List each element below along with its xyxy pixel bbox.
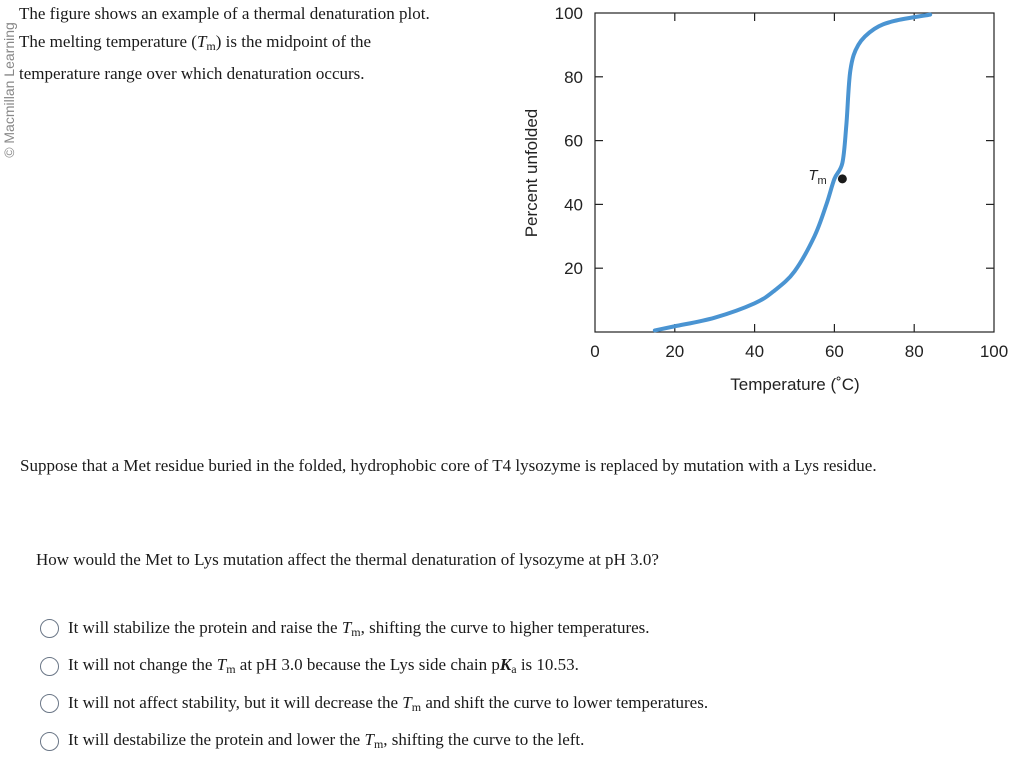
answer-option-destabilize[interactable] (40, 723, 708, 761)
y-tick-label: 20 (564, 259, 583, 279)
radio-button[interactable] (40, 732, 59, 751)
answer-option-label: It will not affect stability, but it will decrease the $T_m$ and shift the curve to lower temperatures. (68, 692, 709, 714)
answer-option-decrease-tm[interactable] (40, 685, 708, 723)
answer-options (40, 610, 708, 760)
intro-line-3: temperature range over which denaturation occurs. (19, 64, 365, 83)
y-tick-label: 80 (564, 67, 583, 87)
intro-line-1: The figure shows an example of a thermal denaturation plot. (19, 4, 430, 23)
chart-axes (595, 13, 994, 332)
y-axis-label: Percent unfolded (522, 108, 541, 238)
question-text: How would the Met to Lys mutation affect the thermal denaturation of lysozyme at pH 3.0? (36, 550, 659, 569)
denaturation-curve (655, 15, 930, 331)
radio-button[interactable] (40, 694, 59, 713)
x-tick-label: 0 (590, 342, 600, 361)
plot-frame (595, 13, 994, 332)
answer-option-no-change[interactable] (40, 648, 708, 686)
x-tick-label: 40 (745, 342, 765, 361)
x-tick-label: 100 (979, 342, 1009, 361)
x-tick-label: 60 (824, 342, 844, 361)
chart-ticks (555, 4, 1009, 361)
radio-button[interactable] (40, 619, 59, 638)
copyright-watermark: © Macmillan Learning (1, 22, 17, 158)
answer-option-stabilize[interactable] (40, 610, 708, 648)
answer-option-label: It will not change the $T_m$ at pH 3.0 because the Lys side chain $pK_a$ is 10.53. (68, 655, 579, 677)
y-tick-label: 100 (554, 4, 583, 23)
x-tick-label: 20 (665, 342, 685, 361)
tm-point-marker (838, 174, 847, 183)
answer-option-label: It will stabilize the protein and raise the $T_m$, shifting the curve to higher temperatures. (68, 617, 650, 639)
x-tick-label: 80 (904, 342, 924, 361)
scenario-text: Suppose that a Met residue buried in the folded, hydrophobic core of T4 lysozyme is replaced by mutation with a Lys residue. (20, 456, 877, 475)
y-tick-label: 60 (564, 131, 583, 151)
answer-option-label: It will destabilize the protein and lower the $T_m$, shifting the curve to the left. (68, 730, 585, 752)
y-tick-label: 40 (564, 195, 583, 215)
x-axis-label: Temperature (˚C) (730, 375, 860, 394)
intro-line-2: The melting temperature $(T_m)$ is the midpoint of the (19, 32, 372, 53)
radio-button[interactable] (40, 657, 59, 676)
tm-label: $T_m$ (808, 166, 827, 187)
